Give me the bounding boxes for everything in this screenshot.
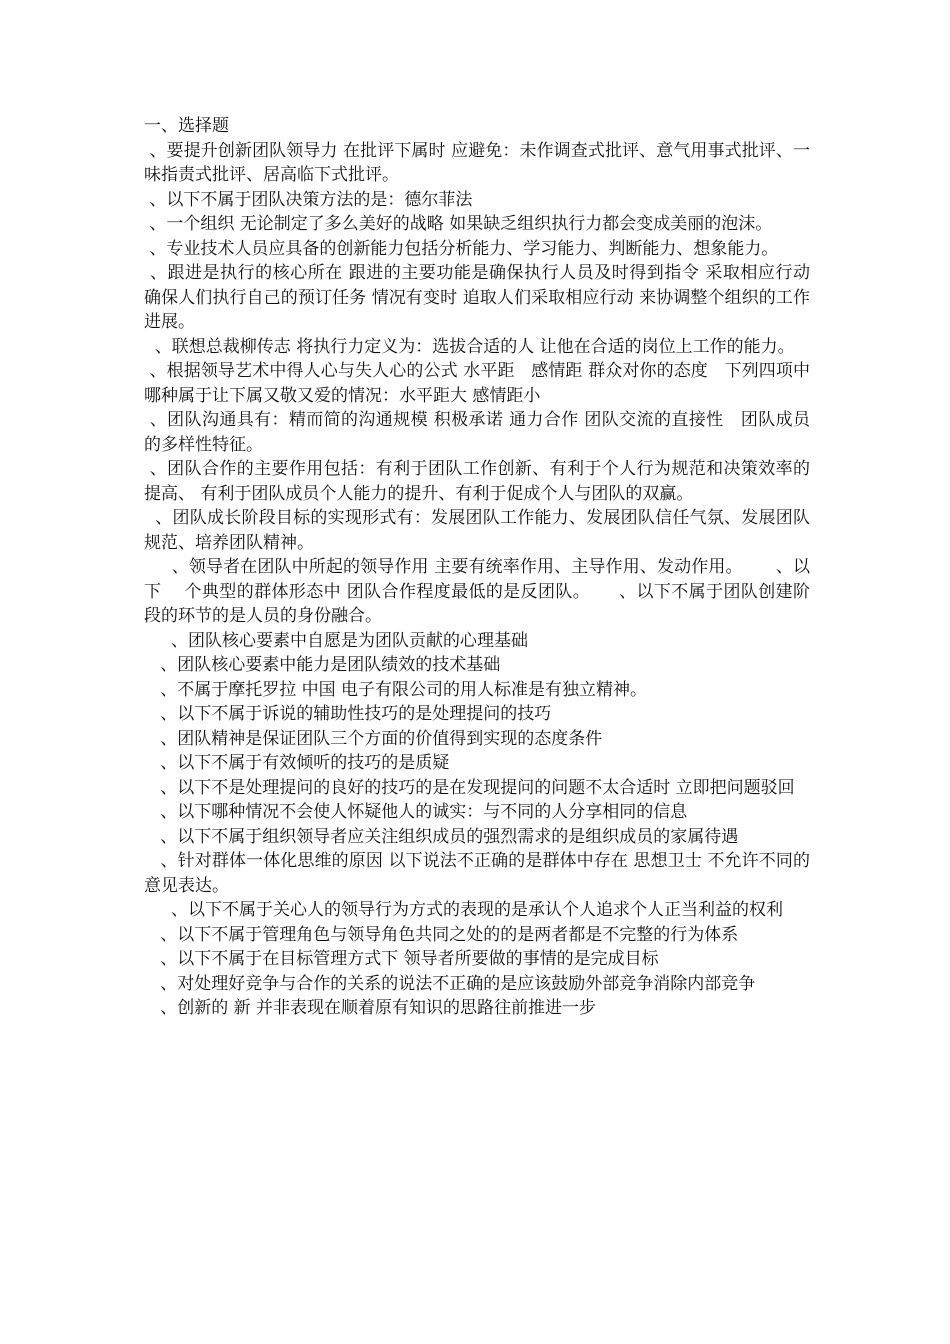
question-item: 、以下不属于管理角色与领导角色共同之处的的是两者都是不完整的行为体系 bbox=[144, 924, 739, 945]
question-item: 、要提升创新团队领导力 在批评下属时 应避免：未作调查式批评、意气用事式批评、一味指责式批评、居高临下式批评。 bbox=[144, 140, 810, 185]
question-item: 、以下不属于有效倾听的技巧的是质疑 bbox=[144, 753, 450, 773]
question-item: 、领导者在团队中所起的领导作用 主要有统率作用、主导作用、发动作用。 、以下 个典型的群体形态中 团队合作程度最低的是反团队。 、以下不属于团队创建阶段的环节的是人员的身份融合。 bbox=[144, 557, 810, 626]
document-body bbox=[144, 114, 816, 1021]
question-item: 、团队合作的主要作用包括：有利于团队工作创新、有利于个人行为规范和决策效率的提高、 有利于团队成员个人能力的提升、有利于促成个人与团队的双赢。 bbox=[144, 459, 811, 504]
question-item: 、专业技术人员应具备的创新能力包括分析能力、学习能力、判断能力、想象能力。 bbox=[144, 238, 779, 259]
section-heading: 一、选择题 bbox=[144, 116, 229, 136]
question-item: 、创新的 新 并非表现在顺着原有知识的思路往前推进一步 bbox=[144, 998, 597, 1018]
question-item: 、跟进是执行的核心所在 跟进的主要功能是确保执行人员及时得到指令 采取相应行动 确保人们执行自己的预订任务 情况有变时 追取人们采取相应行动 来协调整个组织的工作进展。 bbox=[144, 263, 816, 332]
question-list bbox=[144, 139, 816, 1021]
question-item: 、以下不属于诉说的辅助性技巧的是处理提问的技巧 bbox=[144, 704, 552, 724]
question-item: 、以下哪种情况不会使人怀疑他人的诚实：与不同的人分享相同的信息 bbox=[144, 802, 688, 822]
question-item: 、以下不属于团队决策方法的是：德尔菲法 bbox=[144, 189, 473, 210]
question-item: 、以下不属于在目标管理方式下 领导者所要做的事情的是完成目标 bbox=[144, 949, 659, 969]
question-item: 、联想总裁柳传志 将执行力定义为：选拔合适的人 让他在合适的岗位上工作的能力。 bbox=[144, 336, 795, 357]
question-item: 、以下不属于关心人的领导行为方式的表现的是承认个人追求个人正当利益的权利 bbox=[144, 900, 784, 920]
question-item: 、团队成长阶段目标的实现形式有：发展团队工作能力、发展团队信任气氛、发展团队规范、培养团队精神。 bbox=[144, 508, 810, 553]
question-item: 、对处理好竞争与合作的关系的说法不正确的是应该鼓励外部竞争消除内部竞争 bbox=[144, 973, 756, 994]
question-item: 、团队核心要素中自愿是为团队贡献的心理基础 bbox=[144, 630, 529, 651]
question-item: 、以下不属于组织领导者应关注组织成员的强烈需求的是组织成员的家属待遇 bbox=[144, 826, 739, 847]
question-item: 、团队精神是保证团队三个方面的价值得到实现的态度条件 bbox=[144, 728, 603, 749]
question-item: 、一个组织 无论制定了多么美好的战略 如果缺乏组织执行力都会变成美丽的泡沫。 bbox=[144, 214, 773, 234]
question-item: 、不属于摩托罗拉 中国 电子有限公司的用人标准是有独立精神。 bbox=[144, 679, 648, 700]
question-item: 、根据领导艺术中得人心与失人心的公式 水平距 感情距 群众对你的态度 下列四项中 哪种属于让下属又敬又爱的情况：水平距大 感情距小 bbox=[144, 361, 816, 406]
question-item: 、以下不是处理提问的良好的技巧的是在发现提问的问题不太合适时 立即把问题驳回 bbox=[144, 777, 795, 798]
question-item: 、针对群体一体化思维的原因 以下说法不正确的是群体中存在 思想卫士 不允许不同的意见表达。 bbox=[144, 851, 810, 896]
question-item: 、团队核心要素中能力是团队绩效的技术基础 bbox=[144, 655, 501, 675]
question-item: 、团队沟通具有：精而简的沟通规模 积极承诺 通力合作 团队交流的直接性 团队成员的多样性特征。 bbox=[144, 410, 811, 455]
